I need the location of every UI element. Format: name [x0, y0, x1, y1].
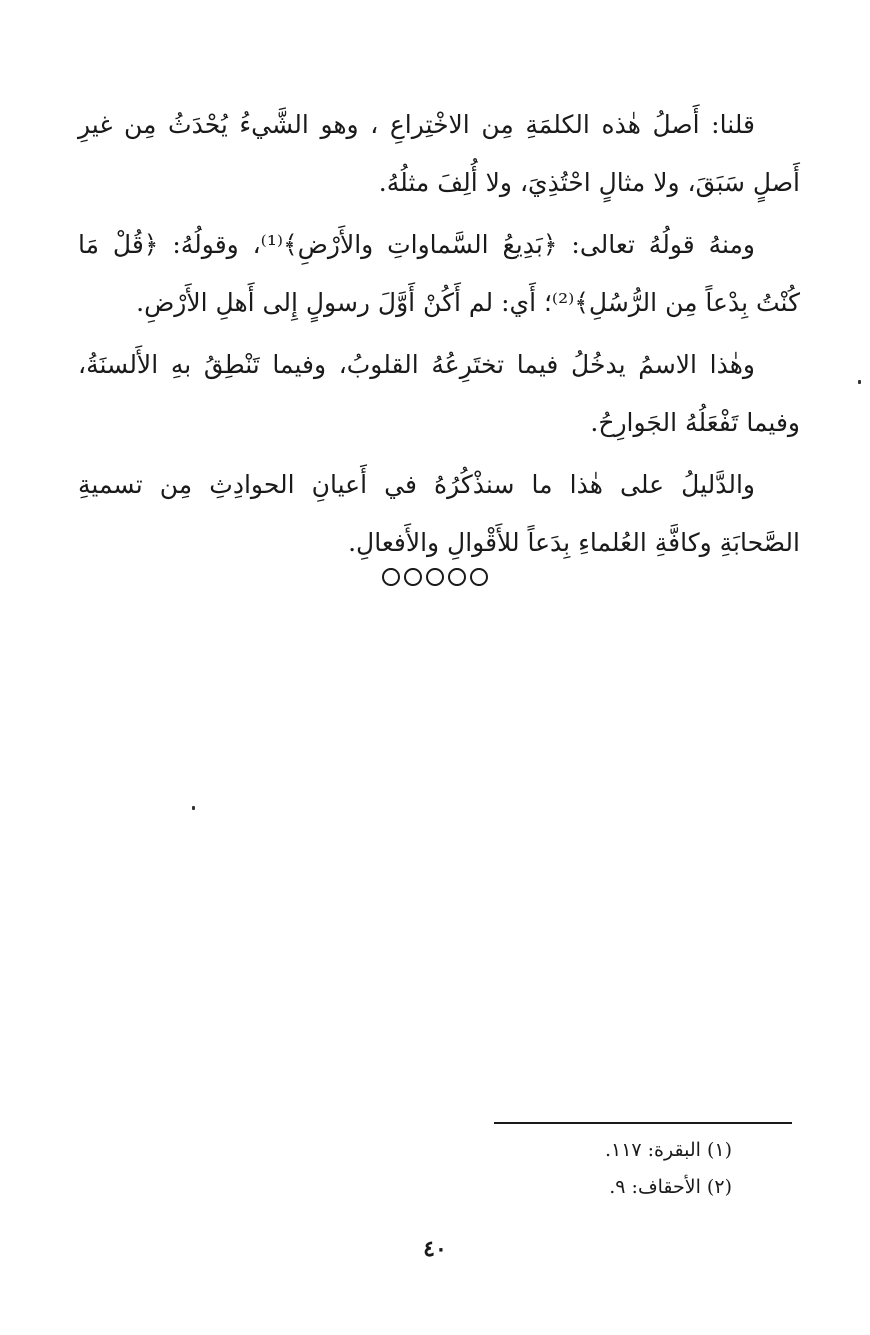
divider-circle — [382, 568, 400, 586]
footnote-2: (٢) الأحقاف: ٩. — [609, 1176, 732, 1198]
page-number: ٤٠ — [423, 1236, 447, 1262]
scan-speck — [858, 380, 861, 384]
paragraph-4: والدَّليلُ على هٰذا ما سنذْكُرُهُ في أَعيانِ الحوادِثِ مِن تسميةِ الصَّحابَةِ وكافَّةِ العُلماءِ بِدَعاً للأَقْوالِ والأَفعالِ. — [78, 470, 800, 557]
section-divider-ornament — [0, 568, 870, 590]
divider-circle — [470, 568, 488, 586]
footnote-separator — [494, 1122, 792, 1124]
divider-circle — [404, 568, 422, 586]
footnote-1: (١) البقرة: ١١٧. — [604, 1139, 732, 1161]
footnotes — [420, 1132, 732, 1206]
scan-speck — [192, 806, 195, 810]
divider-circle — [426, 568, 444, 586]
main-text — [78, 96, 800, 572]
paragraph-3: وهٰذا الاسمُ يدخُلُ فيما تختَرِعُهُ القلوبُ، وفيما تَنْطِقُ بهِ الأَلسنَةُ، وفيما تَفْعَلُهُ الجَوارِحُ. — [78, 350, 800, 437]
paragraph-1: قلنا: أَصلُ هٰذه الكلمَةِ مِن الاخْتِراعِ ، وهو الشَّيءُ يُحْدَثُ مِن غيرِ أَصلٍ سَبَقَ، ولا مثالٍ احْتُذِيَ، ولا أُلِفَ مثلُهُ. — [78, 110, 800, 197]
divider-circle — [448, 568, 466, 586]
paragraph-2: ومنهُ قولُهُ تعالى: ﴿بَدِيعُ السَّماواتِ والأَرْضِ﴾⁽¹⁾، وقولُهُ: ﴿قُلْ مَا كُنْتُ بِدْعاً مِن الرُّسُلِ﴾⁽²⁾؛ أَي: لم أَكُنْ أَوَّلَ رسولٍ إِلى أَهلِ الأَرْضِ. — [78, 230, 800, 317]
